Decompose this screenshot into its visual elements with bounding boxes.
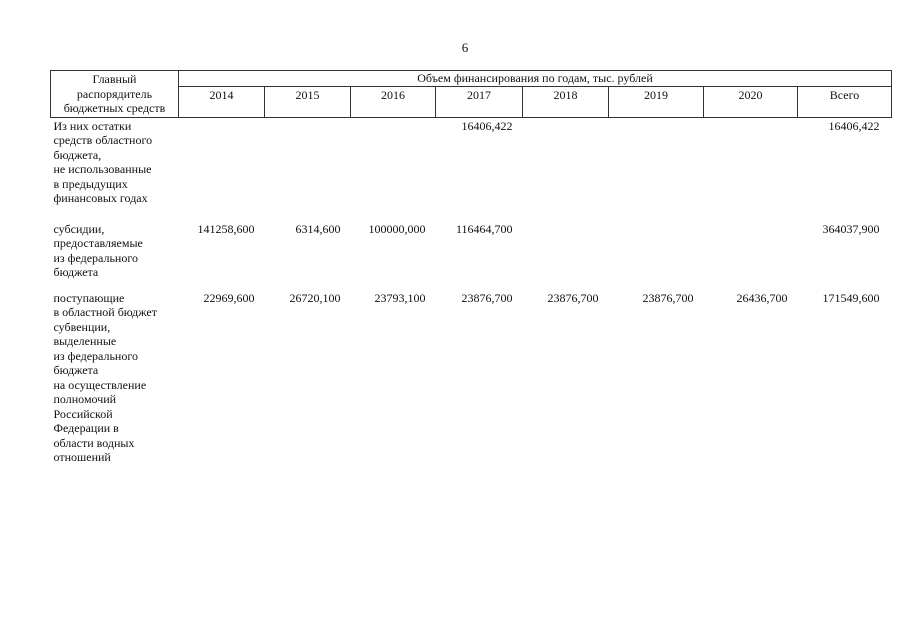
- row-label-line: отношений: [53, 450, 111, 464]
- header-year: 2016: [351, 86, 436, 117]
- cell-value: 22969,600: [203, 290, 255, 305]
- financing-table: [50, 70, 892, 471]
- row-label-line: не использованные: [53, 162, 152, 176]
- cell-total: 16406,422: [828, 118, 880, 133]
- header-distributor-line: распорядитель: [76, 86, 153, 101]
- header-financing-group: Объем финансирования по годам, тыс. рублей: [179, 71, 892, 87]
- row-label-line: выделенные: [53, 334, 117, 348]
- table-row: [51, 221, 892, 290]
- header-total: Всего: [798, 86, 892, 117]
- cell-value: 141258,600: [197, 221, 255, 236]
- row-label: [51, 221, 179, 290]
- cell-value: 26436,700: [736, 290, 788, 305]
- row-label-line: поступающие: [53, 290, 125, 305]
- header-year: 2020: [704, 86, 798, 117]
- row-label-line: Российской: [53, 406, 113, 421]
- row-label: [51, 117, 179, 221]
- header-distributor-line: бюджетных средств: [63, 101, 166, 115]
- cell-value: [265, 117, 351, 221]
- cell-total: 364037,900: [822, 221, 880, 236]
- cell-value: [704, 221, 798, 290]
- cell-value: 23876,700: [547, 290, 599, 305]
- cell-total: 171549,600: [822, 290, 880, 305]
- cell-value: [609, 221, 704, 290]
- cell-value: [351, 117, 436, 221]
- row-label-line: субвенции,: [53, 319, 111, 334]
- row-label-line: в областной бюджет: [53, 305, 157, 319]
- row-label-line: Федерации в: [53, 421, 119, 435]
- row-label-line: бюджета: [53, 265, 99, 279]
- header-year: 2014: [179, 86, 265, 117]
- header-year: 2019: [609, 86, 704, 117]
- header-year: 2017: [436, 86, 523, 117]
- row-label-line: предоставляемые: [53, 236, 143, 250]
- header-distributor: [51, 71, 179, 118]
- row-label: [51, 290, 179, 471]
- row-label-line: полномочий: [53, 392, 117, 406]
- cell-value: [523, 221, 609, 290]
- row-label-line: из федерального: [53, 250, 138, 265]
- row-label-line: финансовых годах: [53, 191, 148, 205]
- row-label-line: в предыдущих: [53, 176, 128, 191]
- cell-value: 6314,600: [295, 221, 341, 236]
- cell-value: 23876,700: [461, 290, 513, 305]
- header-distributor-line: Главный: [92, 72, 137, 86]
- cell-value: 16406,422: [461, 118, 513, 133]
- row-label-line: бюджета: [53, 363, 99, 377]
- row-label-line: субсидии,: [53, 221, 105, 236]
- row-label-line: бюджета,: [53, 147, 102, 162]
- cell-value: [179, 117, 265, 221]
- cell-value: 23793,100: [374, 290, 426, 305]
- row-label-line: области водных: [53, 435, 135, 450]
- table-row: [51, 290, 892, 471]
- header-year: 2018: [523, 86, 609, 117]
- cell-value: 116464,700: [455, 221, 513, 236]
- row-label-line: средств областного: [53, 133, 153, 147]
- cell-value: [704, 117, 798, 221]
- header-year: 2015: [265, 86, 351, 117]
- row-label-line: Из них остатки: [53, 118, 132, 133]
- page-number: 6: [461, 40, 469, 55]
- row-label-line: из федерального: [53, 348, 138, 363]
- cell-value: [609, 117, 704, 221]
- cell-value: 100000,000: [368, 221, 426, 236]
- row-label-line: на осуществление: [53, 377, 147, 392]
- table-row: [51, 117, 892, 221]
- cell-value: [523, 117, 609, 221]
- cell-value: 26720,100: [289, 290, 341, 305]
- cell-value: 23876,700: [642, 290, 694, 305]
